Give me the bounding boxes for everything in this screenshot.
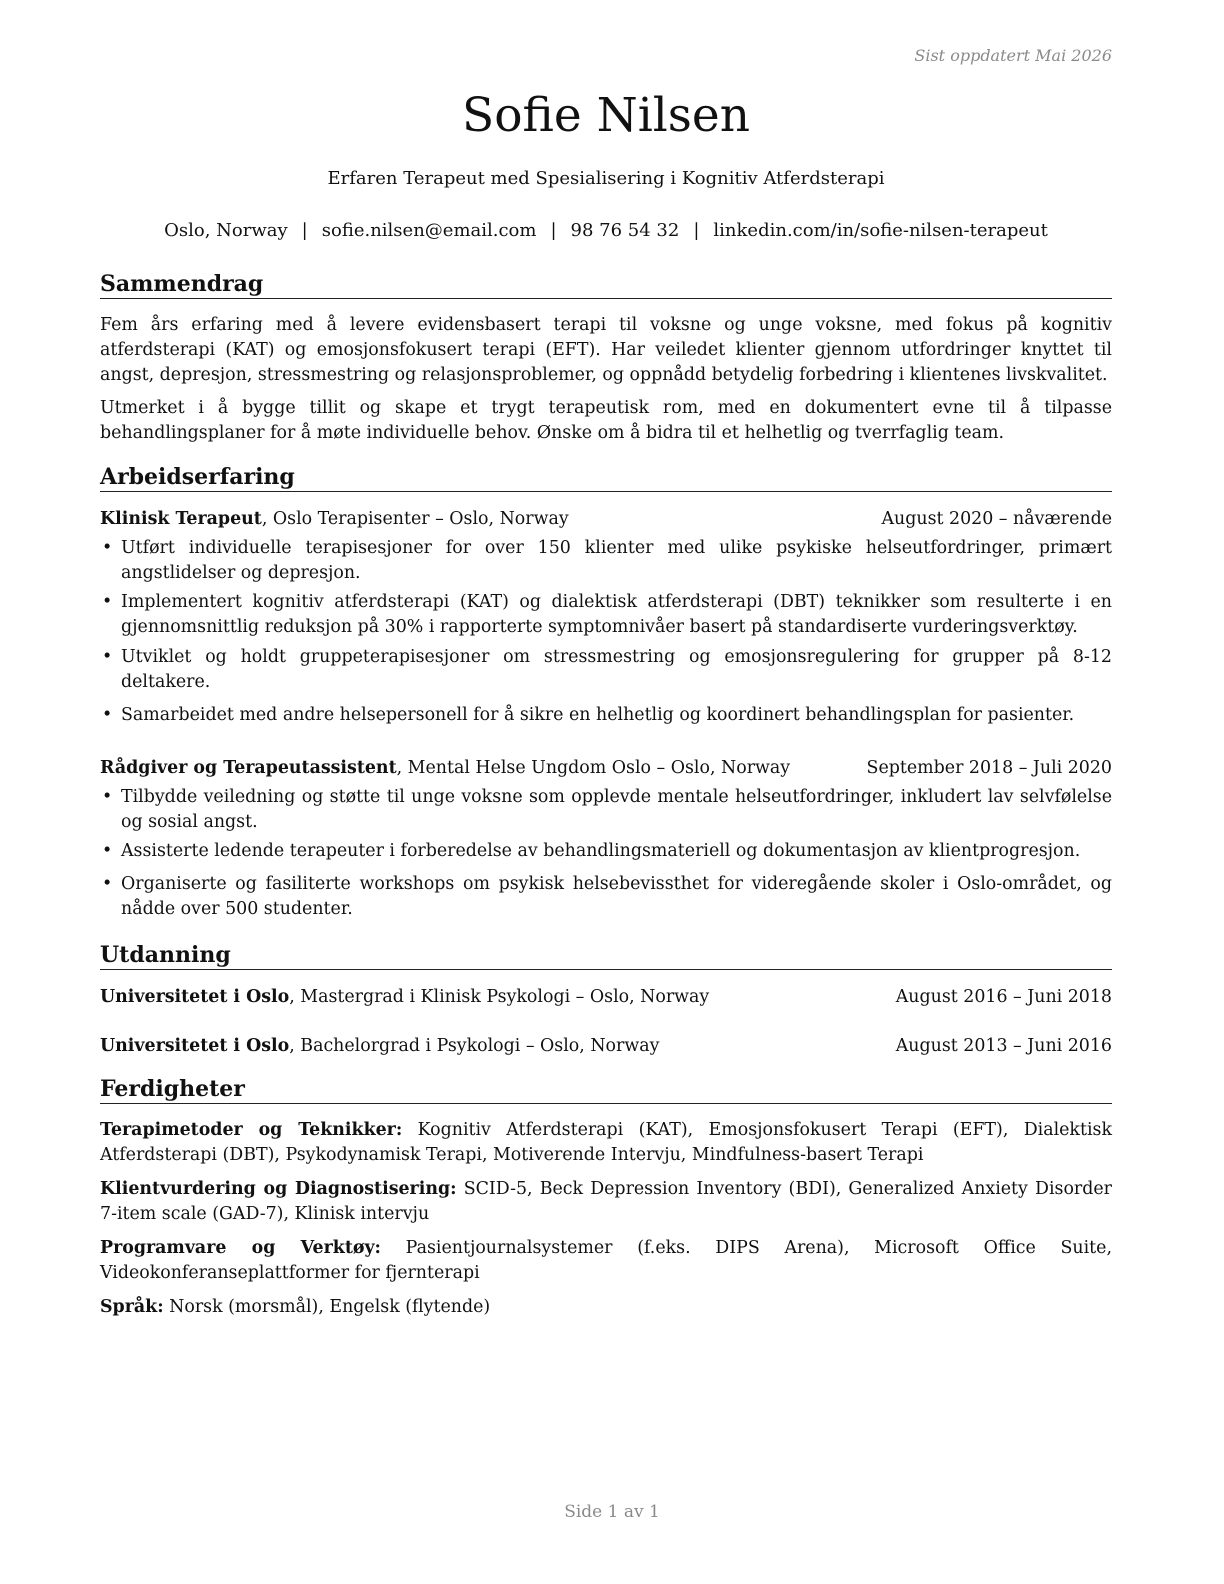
skill-item: [100, 1236, 1112, 1286]
job-org: , Mental Helse Ungdom Oslo – Oslo, Norway: [396, 758, 791, 778]
summary-paragraph: Utmerket i å bygge tillit og skape et trygt terapeutisk rom, med en dokumentert evne til å tilpasse behandlingsplaner for å møte individuelle behov. Ønske om å bidra til et helhetlig og tverrfaglig team.: [100, 398, 1112, 443]
contact-linkedin[interactable]: linkedin.com/in/sofie-nilsen-terapeut: [713, 220, 1048, 241]
job-entry: [100, 756, 1112, 922]
section-title-experience: Arbeidserfaring: [100, 463, 1112, 492]
skills-section: [100, 1075, 1112, 1320]
skill-item: [100, 1118, 1112, 1168]
experience-section: [100, 463, 1112, 922]
job-header: [100, 756, 1112, 781]
education-school: Universitetet i Oslo: [100, 987, 290, 1007]
education-entry: [100, 985, 1112, 1010]
contact-line: [100, 220, 1112, 241]
job-entry: [100, 507, 1112, 728]
job-bullet: • Organiserte og fasiliterte workshops om psykisk helsebevissthet for videregående skoler i Oslo-området, og nådde over 500 studenter.: [100, 872, 1112, 922]
job-bullet: • Utviklet og holdt gruppeterapisesjoner om stressmestring og emosjonsregulering for grupper på 8-12 deltakere.: [100, 645, 1112, 695]
contact-location: Oslo, Norway: [164, 220, 288, 241]
education-dates: August 2016 – Juni 2018: [895, 987, 1112, 1007]
section-title-summary: Sammendrag: [100, 270, 1112, 299]
job-bullet: • Implementert kognitiv atferdsterapi (KAT) og dialektisk atferdsterapi (DBT) teknikker som resulterte i en gjennomsnittlig reduksjon på 30% i rapporterte symptomnivåer basert på standardiserte vurderingsverktøy.: [100, 590, 1112, 640]
education-school: Universitetet i Oslo: [100, 1036, 290, 1056]
education-entry: [100, 1034, 1112, 1059]
skill-text: Kognitiv Atferdsterapi (KAT), Emosjonsfokusert Terapi (EFT), Dialektisk Atferdsterapi (DBT), Psykodynamisk Terapi, Motiverende Intervju, Mindfulness-basert Terapi: [100, 1120, 1112, 1165]
education-dates: August 2013 – Juni 2016: [895, 1036, 1112, 1056]
job-bullets: [100, 536, 1112, 728]
section-title-skills: Ferdigheter: [100, 1075, 1112, 1104]
contact-separator: |: [301, 220, 308, 241]
contact-separator: |: [693, 220, 700, 241]
job-role: Rådgiver og Terapeutassistent: [100, 758, 397, 778]
last-updated: Sist oppdatert Mai 2026: [914, 46, 1112, 65]
summary-section: [100, 270, 1112, 446]
contact-email[interactable]: sofie.nilsen@email.com: [321, 220, 537, 241]
summary-paragraph: Fem års erfaring med å levere evidensbasert terapi til voksne og unge voksne, med fokus på kognitiv atferdsterapi (KAT) og emosjonsfokusert terapi (EFT). Har veiledet klienter gjennom utfordringer knyttet til angst, depresjon, stressmestring og relasjonsproblemer, og oppnådd betydelig forbedring i klientenes livskvalitet.: [100, 315, 1112, 385]
headline: Erfaren Terapeut med Spesialisering i Kognitiv Atferdsterapi: [327, 168, 885, 189]
job-org: , Oslo Terapisenter – Oslo, Norway: [261, 509, 569, 529]
skill-label: Språk:: [100, 1297, 164, 1317]
job-bullets: [100, 785, 1112, 922]
person-name: Sofie Nilsen: [462, 88, 750, 143]
job-dates: September 2018 – Juli 2020: [866, 758, 1112, 778]
skill-label: Terapimetoder og Teknikker:: [100, 1120, 403, 1140]
contact-phone: 98 76 54 32: [570, 220, 680, 241]
skill-text: Norsk (morsmål), Engelsk (flytende): [163, 1297, 491, 1317]
page-number: Side 1 av 1: [564, 1502, 660, 1522]
contact-separator: |: [550, 220, 557, 241]
skill-text: SCID-5, Beck Depression Inventory (BDI), Generalized Anxiety Disorder 7-item scale (GAD-7), Klinisk intervju: [100, 1179, 1112, 1224]
skill-text: Pasientjournalsystemer (f.eks. DIPS Arena), Microsoft Office Suite, Videokonferanseplattformer for fjernterapi: [100, 1238, 1112, 1283]
skill-item: [100, 1177, 1112, 1227]
job-bullet: • Tilbydde veiledning og støtte til unge voksne som opplevde mentale helseutfordringer, inkludert lav selvfølelse og sosial angst.: [100, 785, 1112, 835]
education-section: [100, 941, 1112, 1059]
skill-item: [100, 1295, 1112, 1320]
job-bullet: • Samarbeidet med andre helsepersonell for å sikre en helhetlig og koordinert behandlingsplan for pasienter.: [100, 703, 1112, 728]
job-dates: August 2020 – nåværende: [881, 509, 1112, 529]
section-title-education: Utdanning: [100, 941, 1112, 970]
job-bullet: • Utført individuelle terapisesjoner for over 150 klienter med ulike psykiske helseutfordringer, primært angstlidelser og depresjon.: [100, 536, 1112, 586]
job-bullet: • Assisterte ledende terapeuter i forberedelse av behandlingsmateriell og dokumentasjon av klientprogresjon.: [100, 839, 1112, 864]
education-degree: , Bachelorgrad i Psykologi – Oslo, Norway: [289, 1036, 660, 1056]
skill-label: Programvare og Verktøy:: [100, 1238, 381, 1258]
job-role: Klinisk Terapeut: [100, 509, 262, 529]
skill-label: Klientvurdering og Diagnostisering:: [100, 1179, 457, 1199]
education-degree: , Mastergrad i Klinisk Psykologi – Oslo, Norway: [289, 987, 710, 1007]
job-header: [100, 507, 1112, 532]
